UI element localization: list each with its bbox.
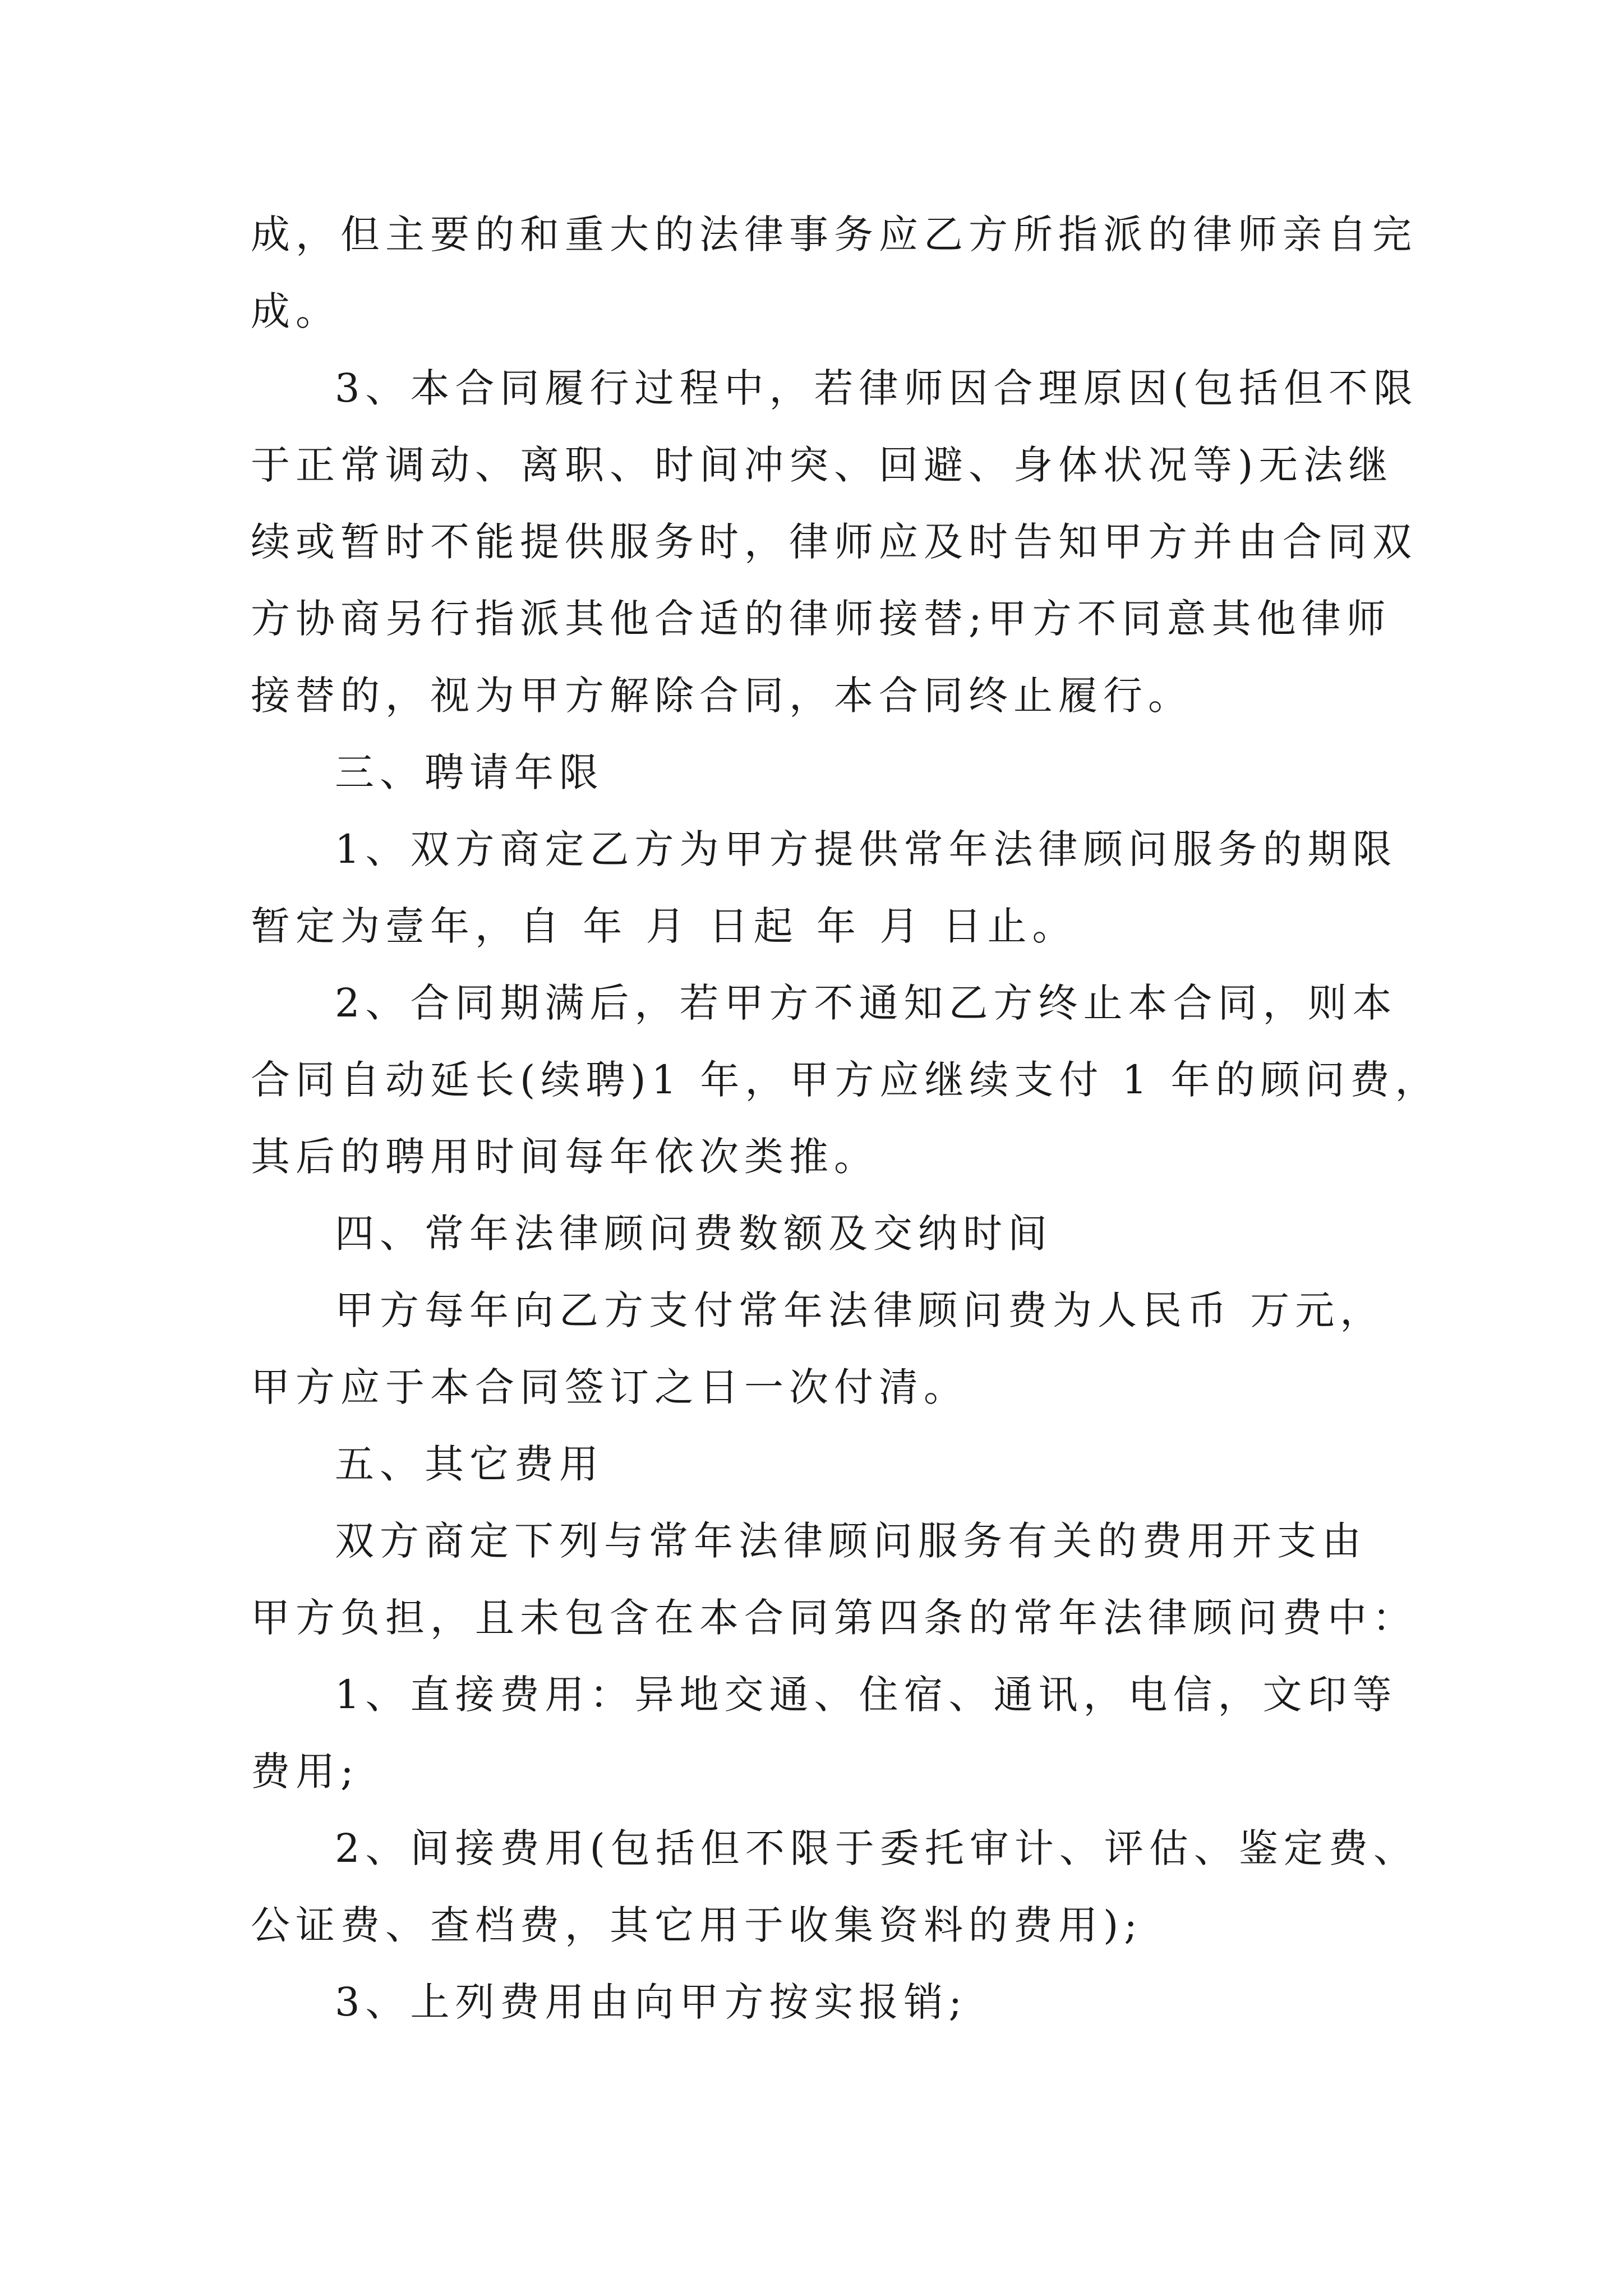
text-line: 合同自动延长(续聘)1 年，甲方应继续支付 1 年的顾问费，: [251, 1057, 1440, 1103]
document-body: [251, 196, 1440, 2041]
text-line: 暂定为壹年，自 年 月 日起 年 月 日止。: [251, 903, 1077, 949]
text-line: 公证费、查档费，其它用于收集资料的费用);: [251, 1902, 1143, 1948]
text-line: 成。: [251, 288, 340, 334]
text-line: 于正常调动、离职、时间冲突、回避、身体状况等)无法继: [251, 442, 1394, 488]
text-line: 甲方应于本合同签订之日一次付清。: [251, 1364, 969, 1410]
text-line: 1、双方商定乙方为甲方提供常年法律顾问服务的期限: [335, 826, 1398, 872]
text-line: 2、合同期满后，若甲方不通知乙方终止本合同，则本: [335, 980, 1398, 1026]
text-line: 三、聘请年限: [335, 749, 604, 795]
text-line: 2、间接费用(包括但不限于委托审计、评估、鉴定费、: [335, 1825, 1418, 1871]
text-line: 续或暂时不能提供服务时，律师应及时告知甲方并由合同双: [251, 519, 1417, 565]
text-line: 四、常年法律顾问费数额及交纳时间: [335, 1211, 1053, 1257]
text-line: 双方商定下列与常年法律顾问服务有关的费用开支由: [335, 1518, 1367, 1564]
text-line: 甲方负担，且未包含在本合同第四条的常年法律顾问费中：: [251, 1595, 1417, 1641]
text-line: 成，但主要的和重大的法律事务应乙方所指派的律师亲自完: [251, 211, 1417, 257]
text-line: 费用;: [251, 1749, 359, 1795]
text-line: 其后的聘用时间每年依次类推。: [251, 1134, 879, 1180]
text-line: 1、直接费用：异地交通、住宿、通讯，电信，文印等: [335, 1672, 1398, 1718]
text-line: 五、其它费用: [335, 1441, 604, 1487]
text-line: 接替的，视为甲方解除合同，本合同终止履行。: [251, 673, 1193, 719]
text-line: 3、本合同履行过程中，若律师因合理原因(包括但不限: [335, 365, 1418, 411]
text-line: 甲方每年向乙方支付常年法律顾问费为人民币 万元，: [335, 1287, 1385, 1333]
text-line: 方协商另行指派其他合适的律师接替;甲方不同意其他律师: [251, 596, 1391, 642]
text-line: 3、上列费用由向甲方按实报销;: [335, 1979, 968, 2025]
